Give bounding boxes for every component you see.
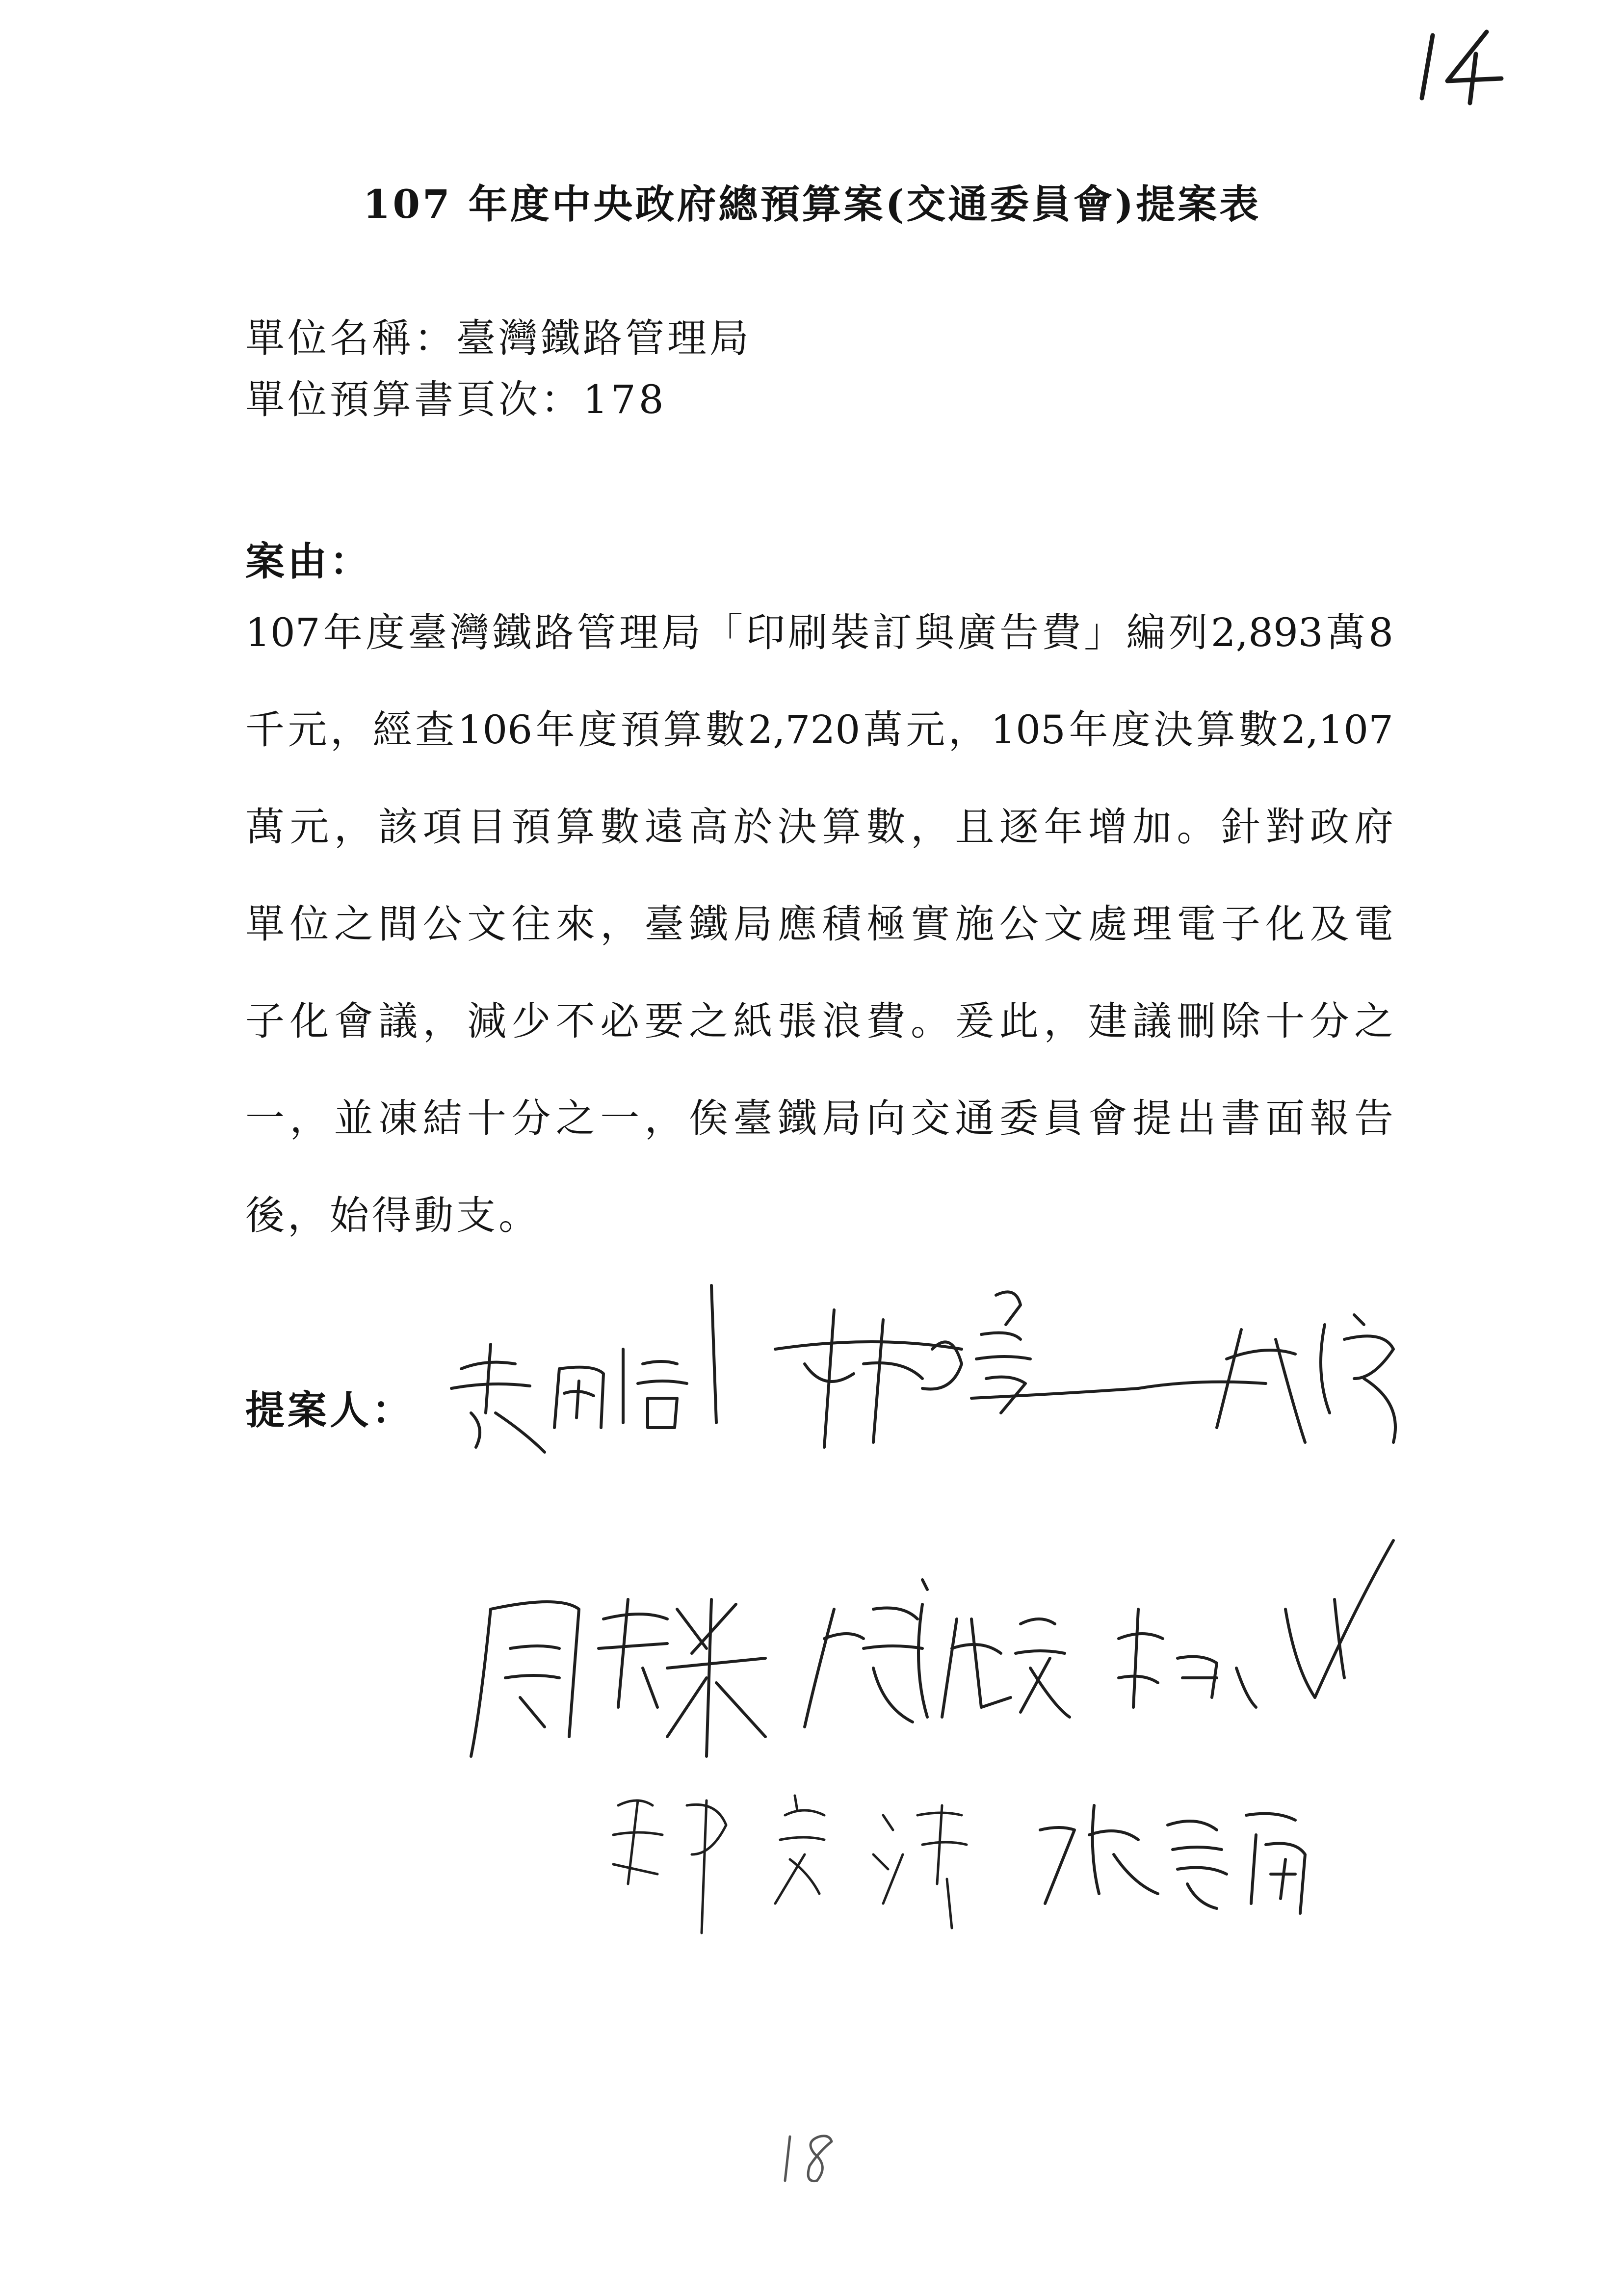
proposer-signatures — [432, 1266, 1531, 1962]
corner-page-number — [1413, 25, 1511, 108]
signature-1 — [451, 1285, 716, 1452]
case-text-line-1: 107年度臺灣鐵路管理局「印刷裝訂與廣告費」編列2,893萬8 — [245, 610, 1393, 655]
document-title: 107 年度中央政府總預算案(交通委員會)提案表 — [363, 181, 1261, 227]
handwritten-signatures — [432, 1266, 1531, 1962]
signature-5 — [805, 1580, 1070, 1727]
unit-budget-page-line: 單位預算書頁次：178 — [245, 377, 667, 422]
signature-4 — [471, 1599, 765, 1756]
footer-page-number-handwriting — [775, 2127, 849, 2191]
case-reason-label: 案由： — [245, 538, 372, 584]
proposer-label: 提案人： — [245, 1387, 414, 1433]
case-text-line-5: 子化會議，減少不必要之紙張浪費。爰此，建議刪除十分之 — [245, 998, 1393, 1044]
case-text-line-6: 一，並凍結十分之一，俟臺鐵局向交通委員會提出書面報告 — [245, 1096, 1393, 1141]
case-text-line-4: 單位之間公文往來，臺鐵局應積極實施公文處理電子化及電 — [245, 901, 1393, 947]
unit-name-line: 單位名稱：臺灣鐵路管理局 — [245, 315, 752, 361]
case-text-line-3: 萬元，該項目預算數遠高於決算數，且逐年增加。針對政府 — [245, 804, 1393, 850]
signature-8 — [1040, 1805, 1305, 1913]
signature-6 — [1119, 1540, 1393, 1707]
footer-page-number — [775, 2127, 849, 2191]
signature-2 — [775, 1292, 1138, 1447]
signature-7 — [613, 1796, 967, 1933]
signature-3 — [1138, 1315, 1395, 1442]
case-text-line-7: 後，始得動支。 — [245, 1193, 541, 1238]
corner-page-number-handwriting — [1413, 25, 1511, 108]
case-text-line-2: 千元，經查106年度預算數2,720萬元，105年度決算數2,107 — [245, 707, 1393, 753]
